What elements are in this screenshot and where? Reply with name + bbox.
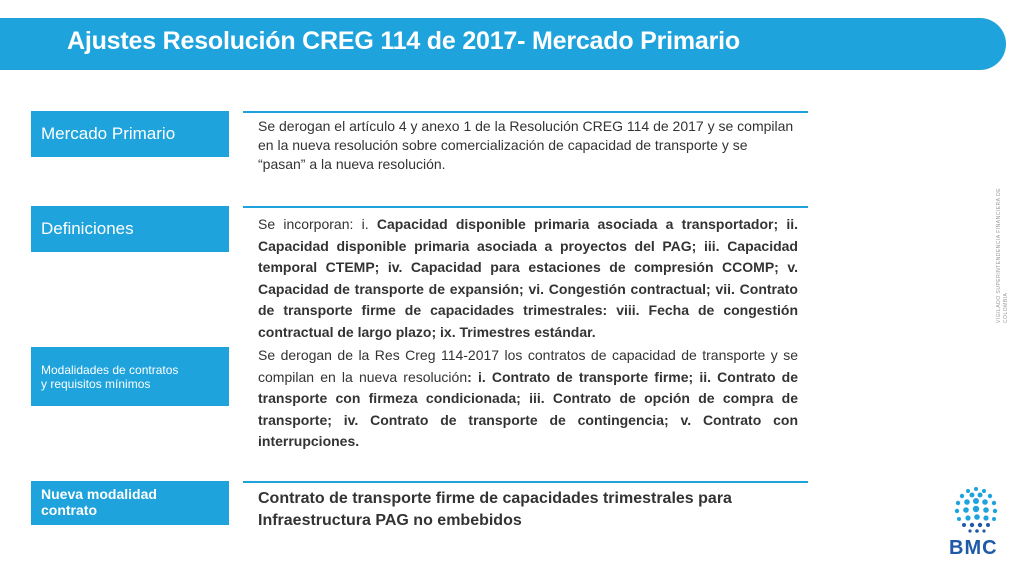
page-title: Ajustes Resolución CREG 114 de 2017- Mercado Primario <box>67 27 740 55</box>
row-text-bold: Capacidad disponible primaria asociada a transportador; ii. Capacidad disponible primaria asociada a proyectos del PAG; iii. Capacidad temporal CTEMP; iv. Capacidad para estaciones de compresión CCOMP; v. Capacidad de transporte de expansión; vi. Congestión contractual; vii. Contrato de transporte firme de capacidades trimestrales: viii. Fecha de congestión contractual de largo plazo; ix. Trimestres estándar. <box>258 216 798 340</box>
label-text: Definiciones <box>41 219 134 238</box>
row-divider <box>243 206 808 208</box>
label-mercado-primario <box>31 111 229 157</box>
row-text-intro: Se incorporan: i. <box>258 216 377 232</box>
row-divider <box>243 111 808 113</box>
label-text: Mercado Primario <box>41 124 176 143</box>
label-text-line2: y requisitos mínimos <box>41 377 151 391</box>
row-text-nueva-modalidad: Contrato de transporte firme de capacidades trimestrales para Infraestructura PAG no embebidos <box>258 490 732 529</box>
row-text-bold: : i. Contrato de transporte firme; ii. Contrato de transporte con firmeza condicionada; iii. Contrato de opción de compra de transporte; iv. Contrato de transporte de contingencia; v. Contrato con interrupciones. <box>258 368 799 449</box>
row-text-definiciones <box>258 214 798 343</box>
row-text-modalidades <box>258 345 798 453</box>
label-text-line1: Nueva modalidad <box>41 486 157 502</box>
label-text-line2: contrato <box>41 502 97 518</box>
label-nueva-modalidad <box>31 481 229 525</box>
row-text-intro: Se derogan de la Res Creg 114-2017 los contratos de capacidad de transporte y se compilan en la nueva resolución <box>258 347 798 385</box>
label-definiciones <box>31 206 229 252</box>
title-banner <box>0 18 1006 70</box>
label-modalidades <box>31 347 229 406</box>
row-divider <box>243 481 808 483</box>
bmc-logo-text: BMC <box>949 537 998 559</box>
row-text-mercado-primario: Se derogan el artículo 4 y anexo 1 de la Resolución CREG 114 de 2017 y se compilan en la nueva resolución sobre comercialización de capacidad de transporte y se “pasan” a la nueva resolución. <box>258 118 794 172</box>
vigilado-side-text: VIGILADO SUPERINTENDENCIA FINANCIERA DE COLOMBIA <box>996 187 1009 323</box>
label-text-line1: Modalidades de contratos <box>41 363 179 377</box>
